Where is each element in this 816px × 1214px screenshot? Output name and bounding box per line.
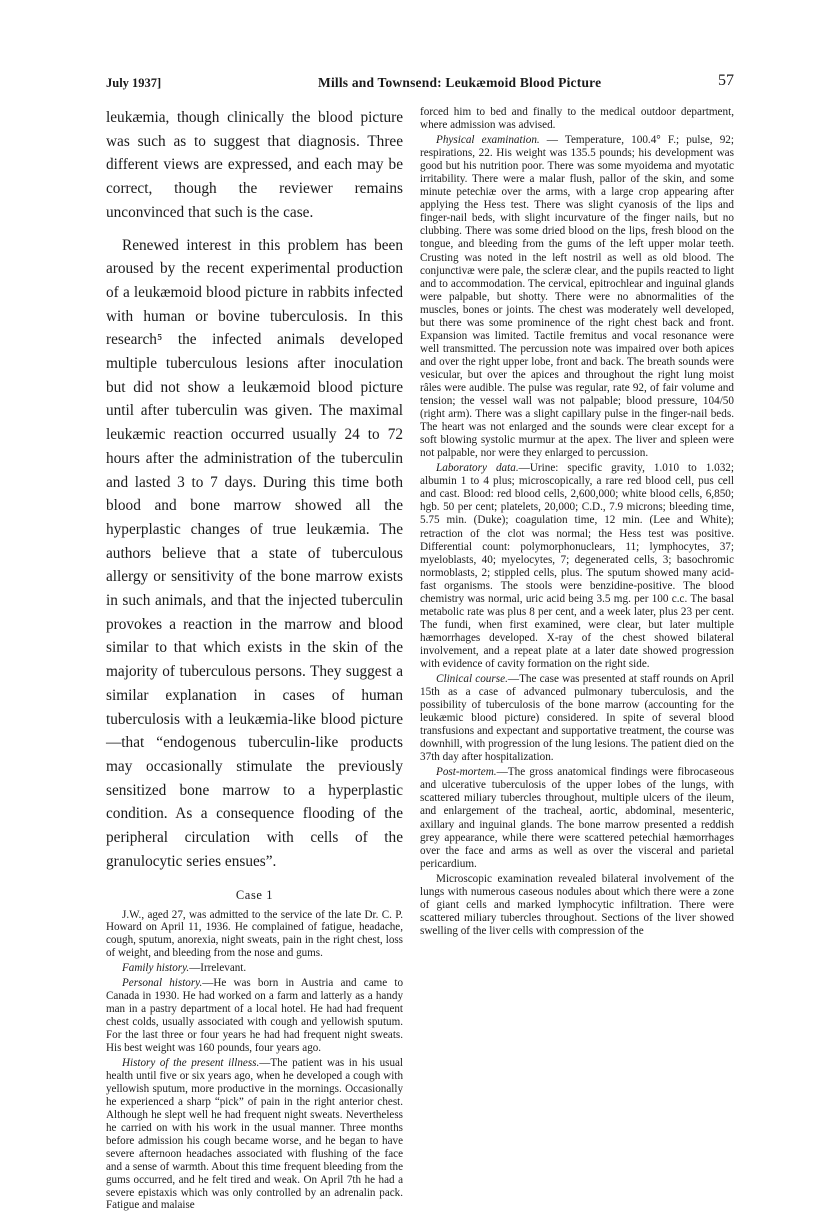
- physical-examination-label: Physical examination.: [436, 134, 540, 147]
- present-illness-label: History of the present illness.: [122, 1056, 260, 1069]
- case-intro: J.W., aged 27, was admitted to the service of the late Dr. C. P. Howard on April 11, 1936. He complained of fatigue, headache, cough, sputum, anorexia, night sweats, pain in the right chest, loss of weight, and bleeding from the nose and gums.: [106, 908, 403, 960]
- family-history-label: Family history.: [122, 962, 190, 975]
- laboratory-data-label: Laboratory data.: [436, 462, 519, 475]
- review-text: [106, 106, 403, 874]
- clinical-course-text: —The case was presented at staff rounds on April 15th as a case of advanced pulmonary tuberculosis, and the possibility of tuberculosis of the bone marrow (accounting for the leukæmic blood picture) considered. In spite of several blood transfusions and expectant and supportative treatment, the course was downhill, with progression of the lung lesions. The patient died on the 37th day after hospitalization.: [420, 673, 735, 764]
- post-mortem: [420, 766, 734, 870]
- personal-history: [106, 977, 403, 1055]
- illness-continuation: forced him to bed and finally to the medical outdoor department, where admission was advised.: [420, 106, 734, 132]
- personal-history-text: —He was born in Austria and came to Canada in 1930. He had worked on a farm and latterly as a handy man in a pastry department of a local hotel. He had had frequent chest colds, usually associated with cough and yellowish sputum. For the last three or four years he had had frequent night sweats. His best weight was 160 pounds, four years ago.: [106, 977, 403, 1055]
- physical-examination: [420, 134, 734, 460]
- review-paragraph-1: leukæmia, though clinically the blood picture was such as to suggest that diagnosis. Three different views are expressed, and each may be correct, though the reviewer remains unconvinced that such is the case.: [106, 109, 403, 221]
- page-number: 57: [718, 72, 734, 89]
- post-mortem-text: —The gross anatomical findings were fibrocaseous and ulcerative tuberculosis of the upper lobes of the lungs, with scattered miliary tubercles throughout, multiple ulcers of the ileum, and enlargement of the tracheal, aortic, abdominal, mesenteric, axillary and inguinal glands. The bone marrow presented a reddish grey appearance, while there were scattered petechial hæmorrhages over the face and arms as well as over the visceral and parietal pericardium.: [420, 766, 734, 870]
- present-illness-text: —The patient was in his usual health until five or six years ago, when he developed a cough with yellowish sputum, more productive in the mornings. Occasionally he experienced a sharp “pick” of pain in the right anterior chest. Although he slept well he had frequent night sweats. Nevertheless he carried on with his work in the usual manner. Three months before admission his cough became worse, and he began to have severe afternoon headaches associated with flushing of the face and a sense of warmth. About this time frequent bleeding from the gums occurred, and he felt tired and weak. On April 7th he had a severe epistaxis which was only controlled by an adrenalin pack. Fatigue and malaise: [106, 1056, 403, 1212]
- family-history-text: —Irrelevant.: [189, 962, 247, 975]
- laboratory-data: [420, 462, 734, 671]
- physical-examination-text: — Temperature, 100.4° F.; pulse, 92; respirations, 22. His weight was 135.5 pounds; his development was good but his nutrition poor. There was some myoidema and myotatic irritability. There were a malar flush, pallor of the skin, and some minute petechiæ over the arms, with a large crop appearing after applying the Hess test. There was slight cyanosis of the lips and finger-nail beds, with slight incurvature of the finger nails, but no clubbing. There was some dried blood on the lips, fresh blood on the tongue, and bleeding from the gums of the left upper molar teeth. Crusting was noted in the left nostril as well as old blood. The conjunctivæ were pale, the scleræ clear, and the pupils reacted to light and to accommodation. The cervical, epitrochlear and inguinal glands were palpable, but shotty. There were no abnormalities of the muscles, bones or joints. The chest was moderately well developed, but there was some prominence of the right chest back and front. Expansion was limited. Tactile fremitus and vocal resonance were well transmitted. The percussion note was impaired over both apices and over the right upper lobe, front and back. The breath sounds were vesicular, but over the apices and throughout the right lung moist râles were audible. The pulse was regular, rate 92, of fair volume and tension; the vessel wall was not palpable; blood pressure, 104/50 (right arm). There was a slight capillary pulse in the finger-nail beds. The heart was not enlarged and the sounds were clear except for a soft blowing systolic murmur at the apex. The liver and spleen were not palpable, nor were they enlarged to percussion.: [420, 134, 734, 460]
- running-title: Mills and Townsend: Leukæmoid Blood Picture: [318, 75, 602, 90]
- microscopic-examination: Microscopic examination revealed bilateral involvement of the lungs with numerous caseous nodules about which there were a zone of giant cells and marked lymphocytic infiltration. There were scattered miliary tubercles throughout. Sections of the liver showed swelling of the liver cells with compression of the: [420, 872, 734, 937]
- right-column: [420, 106, 734, 940]
- laboratory-data-text: —Urine: specific gravity, 1.010 to 1.032; albumin 1 to 4 plus; microscopically, a rare red blood cell, pus cell and cast. Blood: red blood cells, 2,600,000; white blood cells, 6,850; hgb. 50 per cent; platelets, 20,000; C.D., 7.9 microns; bleeding time, 5.75 min. (Duke); coagulation time, 12 min. (Lee and White); retraction of the clot was normal; the Hess test was positive. Differential count: polymorphonuclears, 11; lymphocytes, 37; myeloblasts, 40; myelocytes, 7; degenerated cells, 3; basochromic normoblasts, 2; stippled cells, plus. The sputum showed many acid-fast organisms. The stools were benzidine-positive. The blood chemistry was normal, uric acid being 3.5 mg. per 100 c.c. The basal metabolic rate was plus 8 per cent, and a week later, plus 23 per cent. The fundi, when first examined, were clear, but later multiple hæmorrhages developed. X-ray of the chest showed bilateral involvement, and a repeat plate at a later date showed progression with evidence of cavity formation on the right side.: [420, 462, 734, 670]
- post-mortem-label: Post-mortem.: [436, 766, 497, 779]
- clinical-course: [420, 673, 734, 764]
- case-report-left: [106, 909, 403, 1213]
- personal-history-label: Personal history.: [122, 977, 203, 990]
- case-report-right: [420, 106, 734, 938]
- clinical-course-label: Clinical course.: [436, 673, 508, 686]
- left-column: [106, 106, 403, 1214]
- running-header: [106, 72, 734, 94]
- present-illness: [106, 1057, 403, 1212]
- review-paragraph-2: Renewed interest in this problem has been aroused by the recent experimental production of a leukæmoid blood picture in rabbits infected with human or bovine tuberculosis. In this research⁵ the infected animals developed multiple tuberculous lesions after inoculation but did not show a leukæmoid blood picture until after tuberculin was given. The maximal leukæmic reaction occurred usually 24 to 72 hours after the administration of the tuberculin and lasted 3 to 7 days. During this time both blood and bone marrow showed all the hyperplastic changes of true leukæmia. The authors believe that a state of tuberculous allergy or sensitivity of the bone marrow exists in such animals, and that the injected tuberculin provokes a reaction in the marrow and blood similar to that which exists in the skin of the majority of tuberculous persons. They suggest a similar explanation in cases of human tuberculosis with a leukæmia-like blood picture—that “endogenous tuberculin-like products may occasionally stimulate the previously sensitized bone marrow to a hyperplastic condition. As a consequence flooding of the peripheral circulation with cells of the granulocytic series ensues”.: [106, 236, 403, 870]
- case-heading: Case 1: [235, 887, 274, 902]
- issue-date: July 1937]: [106, 76, 162, 90]
- family-history: [106, 962, 403, 975]
